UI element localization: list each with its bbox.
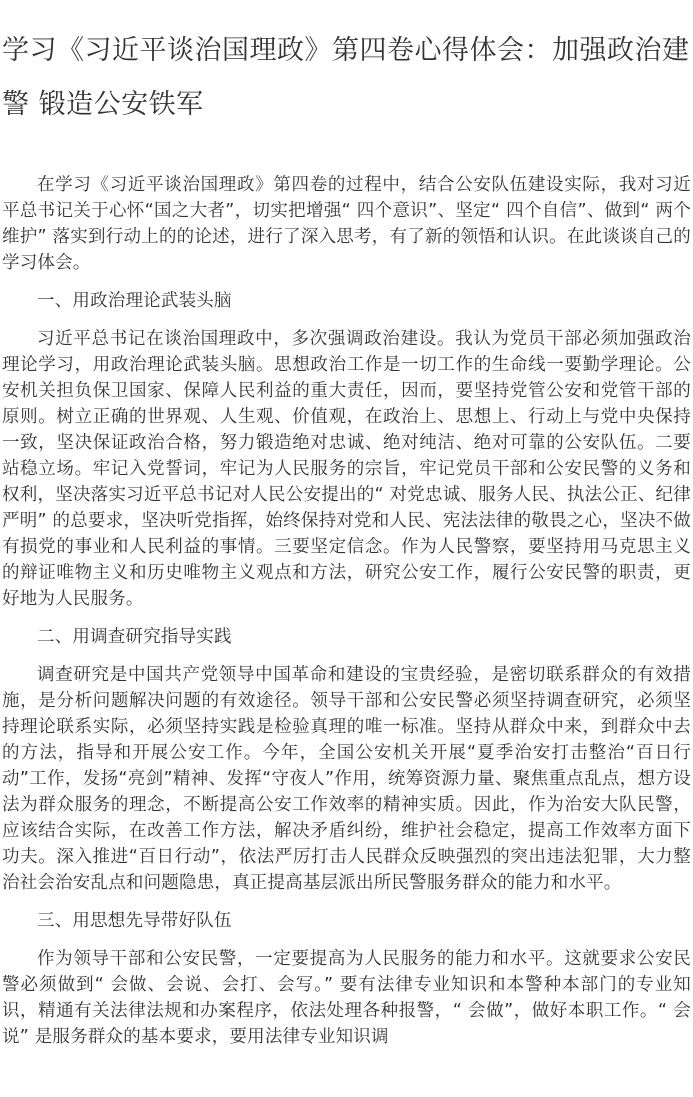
section-3-paragraph: 作为领导干部和公安民警，一定要提高为人民服务的能力和水平。这就要求公安民警必须做到“ 会做、会说、会打、会写。” 要有法律专业知识和本警种本部门的专业知识，精通有关法律法规和办案程序，依法处理各种报警，“ 会做”，做好本职工作。“ 会说” 是服务群众的基本要求，要用法律专业知识调 — [2, 949, 691, 1047]
article-title: 学习《习近平谈治国理政》第四卷心得体会：加强政治建警 锻造公安铁军 — [2, 35, 690, 120]
section-heading-3: 三、用思想先导带好队伍 — [37, 911, 232, 931]
section-2-paragraph: 调查研究是中国共产党领导中国革命和建设的宝贵经验，是密切联系群众的有效措施，是分析问题解决问题的有效途径。领导干部和公安民警必须坚持调查研究，必须坚持理论联系实际，必须坚持实践是检验真理的唯一标准。坚持从群众中来，到群众中去的方法，指导和开展公安工作。今年，全国公安机关开展“夏季治安打击整治“百日行动”工作，发扬“亮剑”精神、发挥“守夜人”作用，统筹资源力量、聚焦重点乱点，想方设法为群众服务的理念，不断提高公安工作效率的精神实质。因此，作为治安大队民警，应该结合实际，在改善工作方法，解决矛盾纠纷，维护社会稳定，提高工作效率方面下功夫。深入推进“百日行动”，依法严厉打击人民群众反映强烈的突出违法犯罪，大力整治社会治安乱点和问题隐患，真正提高基层派出所民警服务群众的能力和水平。 — [2, 665, 691, 893]
section-heading-2: 二、用调查研究指导实践 — [37, 627, 232, 647]
section-heading-1: 一、用政治理论武装头脑 — [37, 291, 232, 311]
intro-paragraph: 在学习《习近平谈治国理政》第四卷的过程中，结合公安队伍建设实际，我对习近平总书记关于心怀“国之大者”，切实把增强“ 四个意识”、坚定“ 四个自信”、做到“ 两个维护” 落实到行动上的的论述，进行了深入思考，有了新的领悟和认识。在此谈谈自己的学习体会。 — [2, 175, 691, 273]
article-body — [2, 172, 691, 1050]
section-1-paragraph: 习近平总书记在谈治国理政中，多次强调政治建设。我认为党员干部必须加强政治理论学习，用政治理论武装头脑。思想政治工作是一切工作的生命线一要勤学理论。公安机关担负保卫国家、保障人民利益的重大责任，因而，要坚持党管公安和党管干部的原则。树立正确的世界观、人生观、价值观，在政治上、思想上、行动上与党中央保持一致，坚决保证政治合格，努力锻造绝对忠诚、绝对纯洁、绝对可靠的公安队伍。二要站稳立场。牢记入党誓词，牢记为人民服务的宗旨，牢记党员干部和公安民警的义务和权利，坚决落实习近平总书记对人民公安提出的“ 对党忠诚、服务人民、执法公正、纪律严明” 的总要求，坚决听党指挥，始终保持对党和人民、宪法法律的敬畏之心，坚决不做有损党的事业和人民利益的事情。三要坚定信念。作为人民警察，要坚持用马克思主义的辩证唯物主义和历史唯物主义观点和方法，研究公安工作，履行公安民警的职责，更好地为人民服务。 — [2, 329, 691, 609]
